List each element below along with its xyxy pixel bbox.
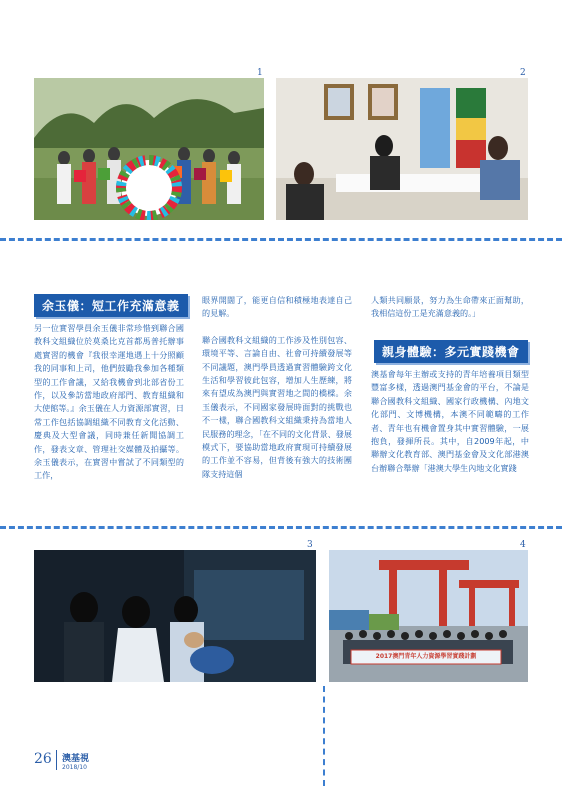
footer-separator [56,750,57,770]
photo-port-group [329,550,528,682]
column-1 [34,322,184,483]
paragraph: 澳基會每年主辦或支持的青年培養項目類型豐富多樣，透過澳門基金會的平台，不論是聯合國教科文組織、國家行政機構、內地文化部門、文博機構，本澳不同範疇的工作者、青年也有機會置身其中實習體驗，一展抱負，發揮所長。其中，自2009年起，中聯辦文化教育部、澳門基金會及文化部港澳台辦聯合舉辦「港澳大學生內地文化實踐 [371,369,529,473]
magazine-name: 澳基視 [62,754,90,764]
photo-number-2: 2 [520,68,526,78]
photo-number-1: 1 [257,68,263,78]
dashed-divider-middle [0,526,562,529]
paragraph: 人類共同願景，努力為生命帶來正面幫助，我相信這份工是充滿意義的。」 [371,295,529,319]
photo-number-4: 4 [520,540,526,550]
column-2 [202,294,352,481]
issue-date: 2018/10 [62,764,87,771]
column-3-body [371,368,529,475]
banner-text: 2017澳門青年人力資源學習實踐計劃 [375,653,477,660]
dashed-divider-vertical [323,686,325,786]
photo-meeting [276,78,528,220]
column-3 [371,294,529,321]
photo-sdg-group [34,78,264,220]
dashed-divider-top [0,238,562,241]
photo-classroom [34,550,316,682]
paragraph: 聯合國教科文組織的工作涉及性別包容、環境平等、言論自由、社會可持續發展等不同議題，澳門學員透過實習體驗跨文化生活和學習彼此包容，增加人生歷練，將來有望成為澳門與實習地之間的橋樑。余玉儀表示，不同國家發展時面對的挑戰也不一樣，聯合國教科文組織秉持為當地人民服務的理念，「在不同的文化背景、發展模式下，要協助當地政府實現可持續發展的工作並不容易，但背後有強大的技術團隊支持這個 [202,334,352,479]
section-heading-2: 親身體驗：多元實踐機會 [374,340,528,363]
photo-number-3: 3 [307,540,313,550]
paragraph: 另一位實習學員余玉儀非常珍惜到聯合國教科文組織位於莫桑比克首都馬普托辦事處實習的機會『我很幸運地遇上十分照顧我的同事和上司，他們鼓勵我參加各種類型的工作會議，又給我機會到北部省份工作，以及參訪當地政府部門、教育組織和大使館等。』余玉儀在人力資源部實習，日常工作包括協調組織不同教育文化活動、慶典及大型會議，同時兼任新聞協調工作，發表文章、管理社交媒體及拍攝等。余玉儀表示，在實習中嘗試了不同類型的工作， [34,323,184,481]
section-heading-1: 余玉儀：短工作充滿意義 [34,294,188,317]
page-number: 26 [34,751,52,767]
paragraph: 眼界開闊了，能更自信和積極地表達自己的見解。 [202,295,352,319]
